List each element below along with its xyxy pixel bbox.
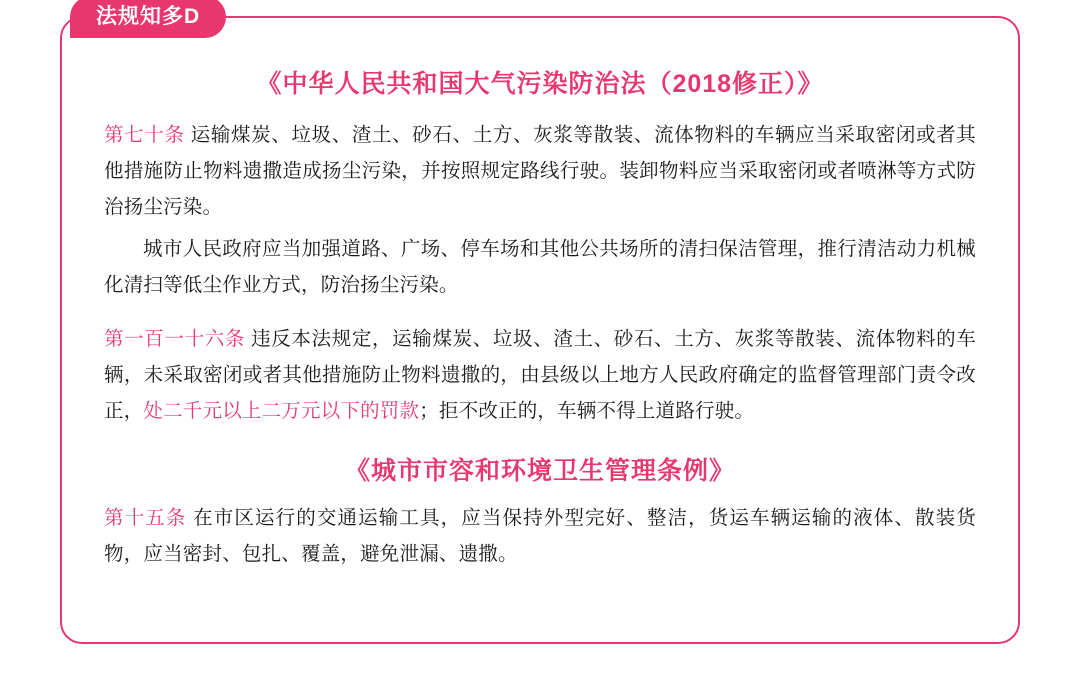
law-paragraph (104, 231, 976, 303)
article-number: 第十五条 (104, 506, 187, 529)
penalty-highlight: 处二千元以上二万元以下的罚款 (143, 399, 420, 422)
article-text-before: 违反本法规定，运输煤炭、垃圾、渣土、砂石、土方、灰浆等散装、流体物料的车辆，未采取密闭或者其他措施防止物料遗撒的，由县级以上地方人民政府确定的监督管理部门责令改正， (104, 327, 977, 422)
law-paragraph (104, 321, 976, 429)
article-number: 第七十条 (104, 123, 185, 146)
article-text: 运输煤炭、垃圾、渣土、砂石、土方、灰浆等散装、流体物料的车辆应当采取密闭或者其他措施防止物料遗撒造成扬尘污染，并按照规定路线行驶。装卸物料应当采取密闭或者喷淋等方式防治扬尘污染。 (104, 123, 976, 218)
regulation-card (60, 5, 1020, 644)
law-paragraph (104, 117, 976, 225)
section-badge: 法规知多D (70, 0, 226, 38)
law-title-primary: 《中华人民共和国大气污染防治法（2018修正）》 (256, 70, 824, 98)
law-paragraph (104, 500, 976, 572)
article-text: 在市区运行的交通运输工具，应当保持外型完好、整洁，货运车辆运输的液体、散装货物，应当密封、包扎、覆盖，避免泄漏、遗撒。 (104, 506, 976, 565)
article-number: 第一百一十六条 (104, 327, 246, 350)
law-title-secondary: 《城市市容和环境卫生管理条例》 (344, 457, 735, 485)
article-text-after: ；拒不改正的，车辆不得上道路行驶。 (419, 399, 755, 422)
article-text: 城市人民政府应当加强道路、广场、停车场和其他公共场所的清扫保洁管理，推行清洁动力机械化清扫等低尘作业方式，防治扬尘污染。 (104, 237, 976, 296)
